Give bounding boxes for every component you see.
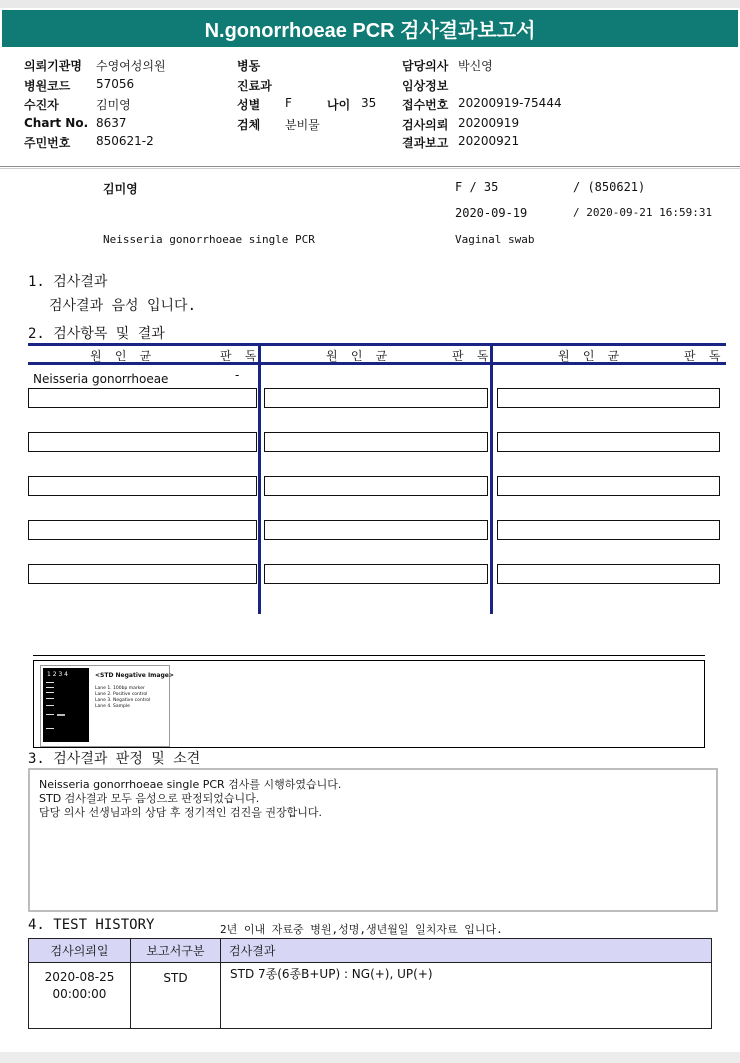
result-cell	[264, 432, 488, 452]
table-row	[29, 963, 712, 1029]
result-text: 검사결과 음성 입니다.	[49, 298, 197, 314]
gel-image-frame	[33, 660, 705, 748]
result-cell	[28, 564, 257, 584]
marker-band	[46, 682, 54, 683]
result-cell	[28, 520, 257, 540]
header-row	[24, 96, 59, 113]
header-label: 결과보고	[402, 136, 449, 150]
opinion-box	[28, 768, 718, 912]
header-value: 수영여성의원	[96, 59, 166, 73]
col-verdict: 판 독	[220, 349, 260, 363]
header-label: 병동	[237, 59, 261, 73]
col-organism: 원 인 균	[558, 349, 623, 363]
header-row	[402, 116, 448, 133]
history-type: STD	[131, 963, 221, 1029]
gel-legend-item: Lane 4. Sample	[95, 704, 130, 709]
section-1-heading: 1. 검사결과	[28, 274, 108, 290]
header-row	[327, 96, 350, 113]
header-value: 20200919-75444	[458, 96, 562, 110]
marker-band	[46, 698, 54, 699]
history-header-row	[29, 939, 712, 963]
header-row	[402, 96, 448, 113]
patient-name: 김미영	[103, 182, 138, 196]
header-value: 박신영	[458, 59, 493, 73]
opinion-line: 담당 의사 선생님과의 상담 후 정기적인 검진을 권장합니다.	[39, 806, 322, 819]
header-label: 검사의뢰	[402, 118, 449, 132]
top-strip	[0, 0, 740, 8]
header-label: 검체	[237, 118, 261, 132]
history-time: 00:00:00	[52, 987, 107, 1001]
verdict-value: -	[235, 368, 240, 382]
header-value: 분비물	[285, 118, 320, 132]
birth-date: / (850621)	[573, 180, 646, 194]
gel-lane-numbers: 1 2 3 4	[47, 671, 68, 678]
result-cell	[264, 564, 488, 584]
history-col-type: 보고서구분	[131, 939, 221, 963]
header-label: Chart No.	[24, 116, 89, 130]
header-label: 접수번호	[402, 98, 449, 112]
gel-legend-item: Lane 1. 100bp marker	[95, 686, 145, 691]
header-value: F	[285, 96, 292, 110]
header-label: 수진자	[24, 98, 59, 112]
reported-date: / 2020-09-21 16:59:31	[573, 206, 713, 219]
header-divider	[0, 168, 740, 169]
marker-band	[46, 692, 54, 693]
result-cell	[497, 432, 720, 452]
header-value: 8637	[96, 116, 127, 130]
header-value: 850621-2	[96, 134, 154, 148]
header-value: 57056	[96, 77, 135, 91]
header-row	[402, 134, 448, 151]
opinion-line: STD 검사결과 모두 음성으로 판정되었습니다.	[39, 792, 260, 805]
section-4-heading: 4. TEST HISTORY	[28, 917, 155, 933]
history-note: 2년 이내 자료중 병원,성명,생년월일 일치자료 입니다.	[220, 923, 503, 936]
marker-band	[46, 687, 54, 688]
header-label: 임상정보	[402, 79, 449, 93]
header-label: 담당의사	[402, 59, 449, 73]
result-cell	[264, 520, 488, 540]
opinion-line: Neisseria gonorrhoeae single PCR 검사를 시행하였습니다.	[39, 778, 342, 791]
history-result: STD 7종(6종B+UP) : NG(+), UP(+)	[221, 963, 712, 1029]
positive-band	[57, 714, 65, 716]
history-date: 2020-08-25	[44, 970, 115, 984]
header-row	[237, 77, 272, 94]
result-cell	[497, 520, 720, 540]
gel-legend	[95, 686, 150, 710]
header-row	[237, 57, 260, 74]
result-cell	[497, 564, 720, 584]
history-date-cell	[29, 963, 131, 1029]
column-divider	[258, 343, 261, 614]
report-title: N.gonorrhoeae PCR 검사결과보고서	[2, 10, 738, 47]
result-cell	[28, 476, 257, 496]
history-col-result: 검사결과	[221, 939, 712, 963]
header-label: 진료과	[237, 79, 272, 93]
header-row	[24, 134, 70, 151]
result-cell	[28, 432, 257, 452]
col-organism: 원 인 균	[90, 349, 155, 363]
header-row	[237, 96, 260, 113]
col-verdict: 판 독	[684, 349, 724, 363]
specimen: Vaginal swab	[455, 233, 535, 246]
header-label: 주민번호	[24, 136, 71, 150]
gel-photo	[43, 668, 89, 742]
table-top-rule	[28, 343, 726, 346]
col-verdict: 판 독	[452, 349, 492, 363]
header-label: 성별	[237, 98, 261, 112]
header-row	[24, 57, 82, 74]
sex-age: F / 35	[455, 180, 499, 194]
result-cell	[264, 388, 488, 408]
test-name: Neisseria gonorrhoeae single PCR	[103, 233, 315, 246]
result-cell	[497, 388, 720, 408]
history-table	[28, 938, 712, 1029]
result-cell	[264, 476, 488, 496]
age-value: 35	[361, 96, 377, 110]
header-label: 병원코드	[24, 79, 71, 93]
header-row	[24, 77, 70, 94]
header-value: 김미영	[96, 98, 131, 112]
column-divider	[490, 343, 493, 614]
history-col-date: 검사의뢰일	[29, 939, 131, 963]
header-row	[402, 57, 448, 74]
age-label: 나이	[327, 98, 351, 112]
header-label: 의뢰기관명	[24, 59, 82, 73]
received-date: 2020-09-19	[455, 206, 528, 220]
header-divider	[0, 166, 740, 167]
image-rule	[33, 655, 705, 656]
header-value: 20200921	[458, 134, 520, 148]
organism-name: Neisseria gonorrhoeae	[33, 372, 169, 386]
gel-image	[40, 665, 174, 747]
result-cell	[497, 476, 720, 496]
header-row	[24, 116, 88, 130]
marker-band	[46, 728, 54, 729]
section-2-heading: 2. 검사항목 및 결과	[28, 326, 165, 342]
gel-title: <STD Negative Image>	[95, 672, 174, 679]
header-row	[402, 77, 448, 94]
marker-band	[46, 714, 54, 715]
gel-legend-item: Lane 3. Negative control	[95, 698, 151, 703]
section-3-heading: 3. 검사결과 판정 및 소견	[28, 751, 201, 767]
header-value: 20200919	[458, 116, 520, 130]
col-organism: 원 인 균	[326, 349, 391, 363]
marker-band	[46, 705, 54, 706]
gel-legend-item: Lane 2. Positive control	[95, 692, 148, 697]
header-row	[237, 116, 260, 133]
result-cell	[28, 388, 257, 408]
